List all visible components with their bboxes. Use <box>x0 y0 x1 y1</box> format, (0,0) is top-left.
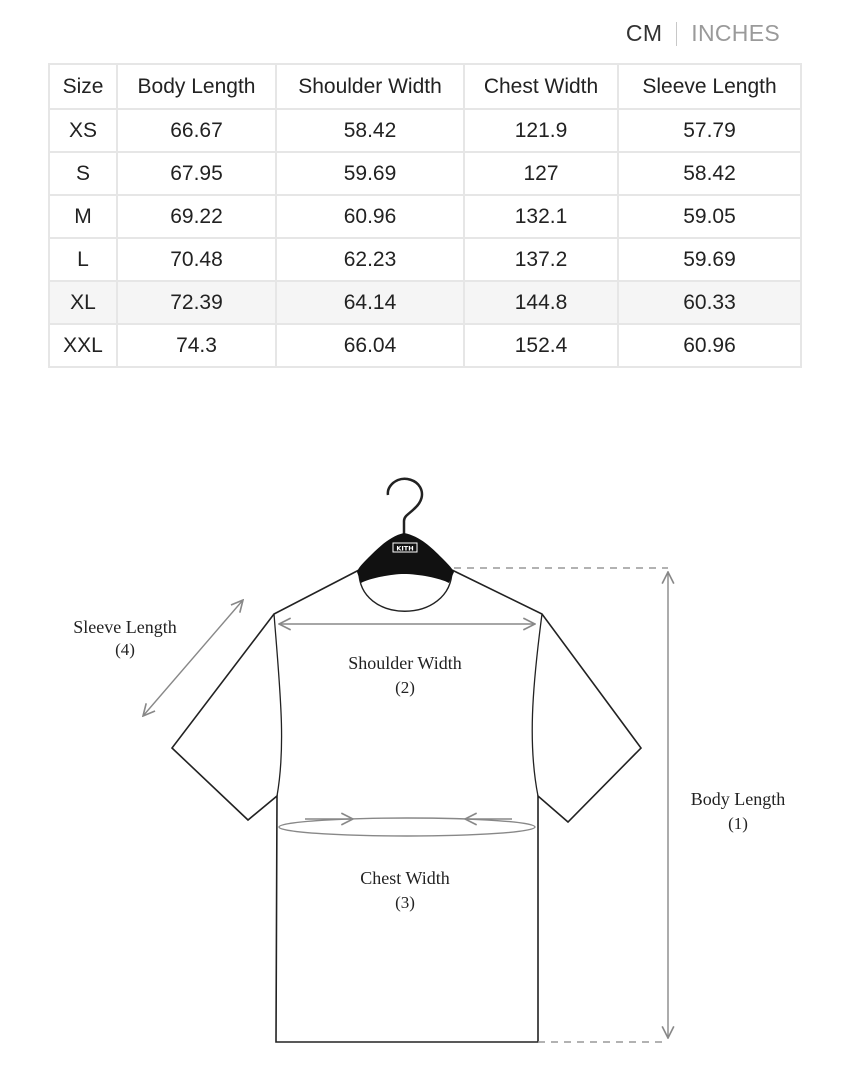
header-size: Size <box>49 64 117 109</box>
sleeve-length-cell: 59.69 <box>618 238 801 281</box>
chest-width-cell: 121.9 <box>464 109 618 152</box>
sleeve-length-cell: 58.42 <box>618 152 801 195</box>
table-row <box>49 152 801 195</box>
table-row <box>49 238 801 281</box>
body-length-cell: 69.22 <box>117 195 276 238</box>
chest-width-label: Chest Width <box>360 868 450 888</box>
hanger-icon <box>357 533 454 583</box>
shoulder-width-cell: 64.14 <box>276 281 464 324</box>
body-length-cell: 66.67 <box>117 109 276 152</box>
chest-width-cell: 127 <box>464 152 618 195</box>
chest-width-cell: 132.1 <box>464 195 618 238</box>
unit-inches-button[interactable]: INCHES <box>691 20 780 46</box>
chest-width-cell: 152.4 <box>464 324 618 367</box>
sleeve-length-cell: 57.79 <box>618 109 801 152</box>
table-row <box>49 281 801 324</box>
table-row <box>49 324 801 367</box>
shoulder-width-cell: 62.23 <box>276 238 464 281</box>
header-chest-width: Chest Width <box>464 64 618 109</box>
header-shoulder-width: Shoulder Width <box>276 64 464 109</box>
sleeve-length-label: Sleeve Length <box>73 617 177 637</box>
shoulder-width-cell: 59.69 <box>276 152 464 195</box>
body-length-cell: 72.39 <box>117 281 276 324</box>
shoulder-width-cell: 66.04 <box>276 324 464 367</box>
shoulder-width-cell: 58.42 <box>276 109 464 152</box>
body-length-number: (1) <box>728 814 748 833</box>
unit-cm-button[interactable]: CM <box>625 20 663 46</box>
chest-width-cell: 137.2 <box>464 238 618 281</box>
header-sleeve-length: Sleeve Length <box>618 64 801 109</box>
shoulder-width-cell: 60.96 <box>276 195 464 238</box>
unit-separator <box>676 22 677 46</box>
body-length-label: Body Length <box>690 789 786 809</box>
header-body-length: Body Length <box>117 64 276 109</box>
chest-width-number: (3) <box>395 893 415 912</box>
sleeve-length-cell: 60.96 <box>618 324 801 367</box>
chest-width-ellipse <box>279 818 535 836</box>
sleeve-length-cell: 60.33 <box>618 281 801 324</box>
hanger-brand-label: KITH <box>396 544 414 553</box>
body-length-cell: 74.3 <box>117 324 276 367</box>
size-cell: XL <box>49 281 117 324</box>
size-cell: M <box>49 195 117 238</box>
tshirt-outline <box>172 570 641 1042</box>
chest-width-cell: 144.8 <box>464 281 618 324</box>
hanger-hook-icon <box>388 479 422 536</box>
tshirt-measurement-diagram <box>0 460 850 1060</box>
size-cell: XS <box>49 109 117 152</box>
body-length-cell: 70.48 <box>117 238 276 281</box>
unit-toggle <box>626 20 780 47</box>
sleeve-length-number: (4) <box>115 640 135 659</box>
table-header-row <box>49 64 801 109</box>
table-row <box>49 195 801 238</box>
size-table <box>48 63 802 368</box>
body-length-cell: 67.95 <box>117 152 276 195</box>
shoulder-width-label: Shoulder Width <box>348 653 462 673</box>
table-row <box>49 109 801 152</box>
shoulder-width-number: (2) <box>395 678 415 697</box>
size-cell: XXL <box>49 324 117 367</box>
size-cell: S <box>49 152 117 195</box>
size-cell: L <box>49 238 117 281</box>
sleeve-length-cell: 59.05 <box>618 195 801 238</box>
